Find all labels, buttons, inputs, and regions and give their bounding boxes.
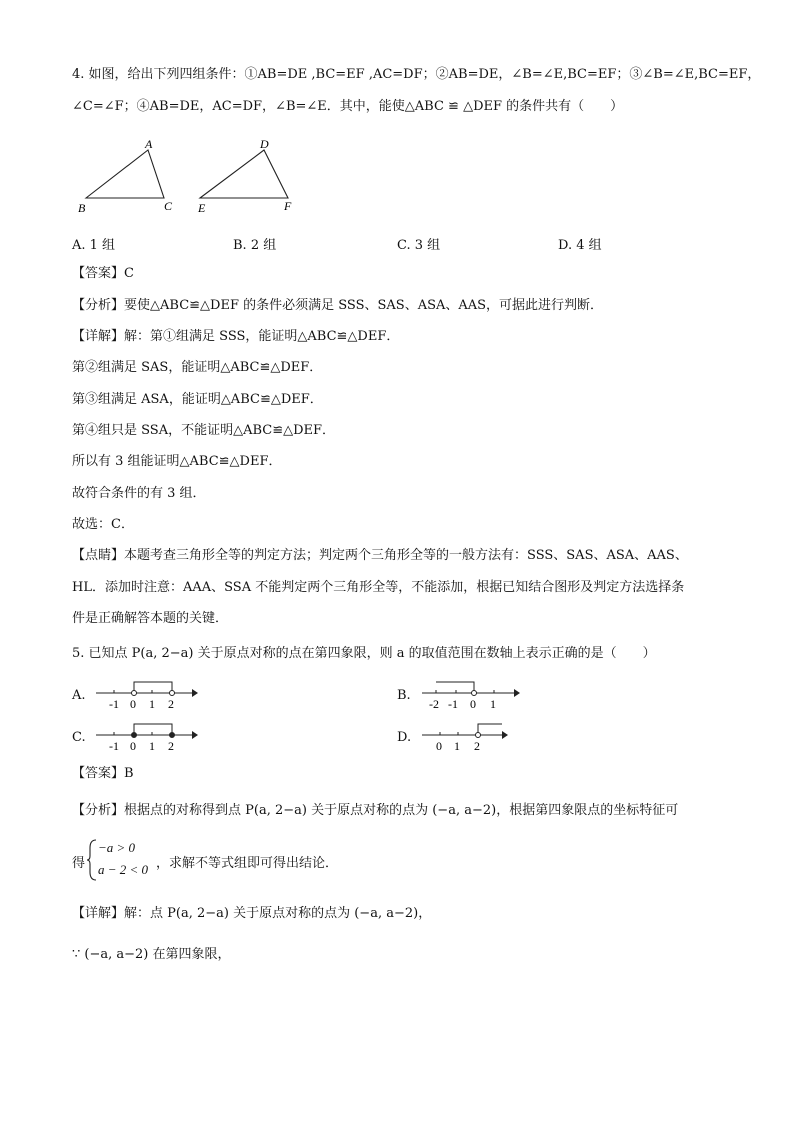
inequality-1: −a > 0	[98, 840, 136, 855]
tick-label: 1	[149, 739, 155, 752]
tick-label: 0	[436, 739, 442, 752]
q4-detail-line: 所以有 3 组能证明△ABC≌△DEF．	[72, 454, 282, 469]
q4-stem-line1: 4. 如图，给出下列四组条件：①AB=DE ,BC=EF ,AC=DF；②AB=DE，∠B=∠E,BC=EF；③∠B=∠E,BC=EF，	[72, 67, 761, 82]
q5-option-b-letter: B.	[397, 688, 411, 703]
comment-tag: 【点睛】	[72, 548, 125, 563]
q4-stem-line2: ∠C=∠F；④AB=DE，AC=DF，∠B=∠E．其中，能使△ABC ≌ △DEF 的条件共有（ ）	[72, 99, 624, 114]
detail-tag: 【详解】	[72, 906, 125, 921]
analysis-tag: 【分析】	[72, 803, 125, 818]
inequality-2: a − 2 < 0	[98, 862, 149, 877]
tick-label: 2	[474, 739, 480, 752]
tick-label: -1	[109, 739, 119, 752]
analysis-text-2: ，求解不等式组即可得出结论．	[156, 856, 339, 871]
comment-text: 本题考查三角形全等的判定方法；判定两个三角形全等的一般方法有：SSS、SAS、ASA、AAS、	[124, 548, 688, 563]
q4-detail-line: 故选：C．	[72, 517, 134, 532]
q4-detail-line: 第④组只是 SSA，不能证明△ABC≌△DEF．	[72, 423, 336, 438]
analysis-tag: 【分析】	[72, 298, 125, 313]
tick-label: 1	[454, 739, 460, 752]
triangle-figure	[72, 136, 312, 218]
analysis-text: 要使△ABC≌△DEF 的条件必须满足 SSS、SAS、ASA、AAS，可据此进行判断．	[124, 298, 604, 313]
tick-label: 0	[130, 697, 136, 710]
number-line-b	[418, 676, 528, 710]
left-brace-icon	[86, 838, 98, 882]
tick-label: -1	[109, 697, 119, 710]
tick-label: 1	[490, 697, 496, 710]
q4-option-c: C. 3 组	[397, 238, 441, 253]
analysis-text: 根据点的对称得到点 P(a, 2−a) 关于原点对称的点为 (−a, a−2)，根据第四象限点的坐标特征可	[124, 803, 679, 818]
q5-option-a-letter: A.	[72, 688, 86, 703]
q5-answer: 【答案】B	[72, 766, 134, 781]
label-F: F	[284, 199, 292, 213]
q4-detail-line	[72, 328, 399, 346]
q4-option-a: A. 1 组	[72, 238, 116, 253]
detail-text: 解：点 P(a, 2−a) 关于原点对称的点为 (−a, a−2)，	[124, 906, 432, 921]
number-line-a	[92, 676, 202, 710]
number-line-d	[418, 718, 528, 752]
q4-detail-line: 第③组满足 ASA，能证明△ABC≌△DEF．	[72, 392, 323, 407]
label-B: B	[78, 201, 86, 215]
tick-label: 0	[130, 739, 136, 752]
tick-label: 2	[168, 739, 174, 752]
q4-answer: 【答案】C	[72, 266, 134, 281]
system-prefix: 得	[72, 856, 86, 871]
q4-comment-line: HL．添加时注意：AAA、SSA 不能判定两个三角形全等，不能添加，根据已知结合图形及判定方法选择条	[72, 580, 685, 595]
number-line-c	[92, 718, 202, 752]
q4-analysis	[72, 297, 603, 315]
label-D: D	[260, 137, 269, 151]
q4-detail-line: 故符合条件的有 3 组．	[72, 486, 206, 501]
label-E: E	[198, 201, 206, 215]
tick-label: 0	[470, 697, 476, 710]
q5-analysis	[72, 802, 678, 820]
q4-detail-line: 第②组满足 SAS，能证明△ABC≌△DEF．	[72, 360, 323, 375]
q4-comment	[72, 547, 688, 565]
q5-option-d-letter: D.	[397, 730, 412, 745]
tick-label: 2	[168, 697, 174, 710]
q4-comment-line: 件是正确解答本题的关键．	[72, 611, 229, 626]
q4-option-d: D. 4 组	[558, 238, 602, 253]
q5-stem: 5. 已知点 P(a, 2−a) 关于原点对称的点在第四象限，则 a 的取值范围在数轴上表示正确的是（ ）	[72, 646, 656, 661]
detail-tag: 【详解】	[72, 329, 125, 344]
detail-text: 解：第①组满足 SSS，能证明△ABC≌△DEF．	[124, 329, 400, 344]
q4-option-b: B. 2 组	[233, 238, 277, 253]
tick-label: -2	[429, 697, 439, 710]
tick-label: -1	[448, 697, 458, 710]
label-A: A	[145, 137, 153, 151]
q5-detail	[72, 905, 431, 923]
tick-label: 1	[149, 697, 155, 710]
q5-detail-line: ∵ (−a, a−2) 在第四象限，	[72, 947, 231, 962]
label-C: C	[164, 199, 173, 213]
q5-option-c-letter: C.	[72, 730, 86, 745]
